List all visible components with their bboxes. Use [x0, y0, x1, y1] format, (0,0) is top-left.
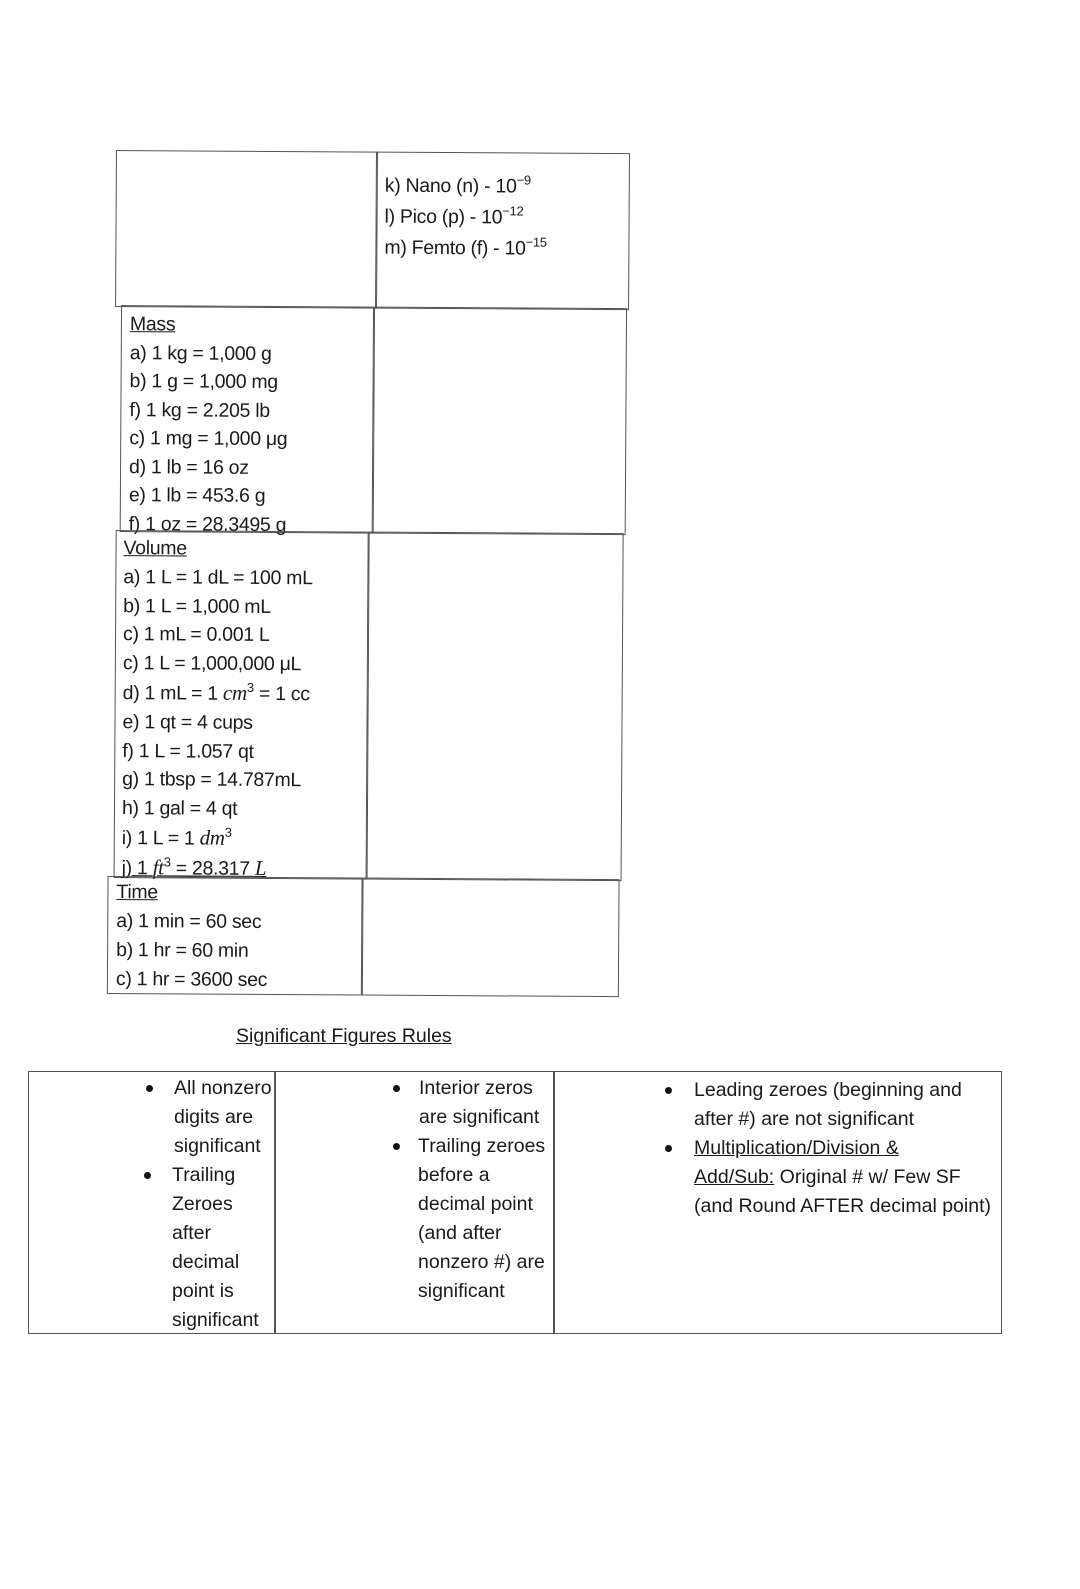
mass-item: a) 1 kg = 1,000 g: [129, 341, 272, 365]
volume-right-cell: [366, 532, 624, 882]
bullet-icon: [393, 1085, 400, 1092]
bullet-icon: [393, 1143, 400, 1150]
volume-item-ft3: j) 1 $ft^3 = 28.317$ L: [121, 854, 267, 880]
mass-item: f) 1 kg = 2.205 lb: [129, 398, 270, 422]
prefix-cell: [375, 152, 630, 311]
rule-line: decimal point: [418, 1193, 533, 1215]
prefix-femto: m) Femto $(f) - 10^{-15}$: [384, 234, 547, 260]
rule-line: digits are: [174, 1106, 254, 1128]
mass-item: c) 1 mg = 1,000 μg: [129, 427, 288, 451]
time-heading: Time: [116, 881, 158, 904]
volume-item-dm3: i) 1 L = 1 $dm^3$: [121, 824, 232, 850]
rule-line: Trailing: [172, 1164, 236, 1186]
volume-item-cc: d) 1 mL = 1 $cm^3 = 1$ cc: [122, 679, 310, 706]
volume-item: h) 1 gal = 4 qt: [121, 797, 238, 820]
bullet-icon: [665, 1145, 672, 1152]
prefix-nano: k) Nano $(n) - 10^{-9}$: [384, 172, 531, 198]
rule-line: significant: [418, 1280, 505, 1302]
mass-right-cell: [372, 307, 627, 536]
time-item: a) 1 min = 60 sec: [116, 910, 262, 933]
mass-heading: Mass: [129, 313, 176, 336]
rule-line: Interior zeros: [419, 1077, 533, 1099]
mass-cell: [120, 305, 375, 534]
volume-item: g) 1 tbsp = 14.787mL: [122, 768, 302, 792]
sig-figs-title: Significant Figures Rules: [236, 1025, 452, 1047]
time-item: c) 1 hr = 3600 sec: [115, 968, 268, 991]
mass-item: f) 1 oz = 28.3495 g: [128, 512, 287, 536]
time-item: b) 1 hr = 60 min: [116, 939, 249, 962]
rule-line: Leading zeroes (beginning and: [694, 1079, 962, 1101]
volume-item: c) 1 mL = 0.001 L: [122, 623, 270, 647]
volume-heading: Volume: [123, 537, 187, 560]
conversion-table: [107, 150, 630, 998]
volume-item: b) 1 L = 1,000 mL: [123, 594, 271, 618]
volume-item: e) 1 qt = 4 cups: [122, 710, 253, 734]
rule-line: decimal: [172, 1251, 240, 1273]
rule-line: Multiplication/Division &: [694, 1137, 899, 1159]
rule-line: (and Round AFTER decimal point): [694, 1195, 991, 1217]
rule-line: significant: [174, 1135, 261, 1157]
rule-line: Trailing zeroes: [418, 1135, 546, 1157]
volume-item: c) 1 L = 1,000,000 μL: [122, 652, 302, 676]
bullet-icon: [665, 1087, 672, 1094]
rule-line: after #) are not significant: [694, 1108, 915, 1130]
bullet-icon: [144, 1172, 151, 1179]
bullet-icon: [146, 1085, 153, 1092]
mass-item: e) 1 lb = 453.6 g: [128, 484, 266, 507]
mass-item: d) 1 lb = 16 oz: [128, 455, 249, 479]
volume-item: f) 1 L = 1.057 qt: [122, 739, 254, 763]
prefix-pico: l) Pico $(p) - 10^{-12}$: [384, 203, 524, 229]
rule-line: significant: [172, 1309, 259, 1331]
rule-line: Zeroes: [172, 1193, 233, 1215]
mass-item: b) 1 g = 1,000 mg: [129, 370, 278, 394]
time-right-cell: [361, 878, 620, 998]
sig-figs-col-3: [553, 1071, 1002, 1334]
rule-line: before a: [418, 1164, 490, 1186]
sig-figs-col-2: [274, 1071, 555, 1334]
volume-item: a) 1 L = 1 dL = 100 mL: [123, 565, 313, 590]
rule-line: nonzero #) are: [418, 1251, 545, 1273]
sig-figs-table: [28, 1071, 1002, 1334]
rule-line: point is: [172, 1280, 234, 1302]
rule-line: after: [172, 1222, 212, 1244]
rule-line: All nonzero: [174, 1077, 272, 1099]
volume-cell: [114, 530, 370, 880]
sig-figs-col-1: [28, 1071, 276, 1334]
time-cell: [107, 876, 364, 996]
rule-line: Add/Sub: Original # w/ Few SF: [694, 1166, 961, 1188]
empty-cell: [115, 150, 378, 309]
rule-line: (and after: [418, 1222, 502, 1244]
rule-line: are significant: [419, 1106, 540, 1128]
